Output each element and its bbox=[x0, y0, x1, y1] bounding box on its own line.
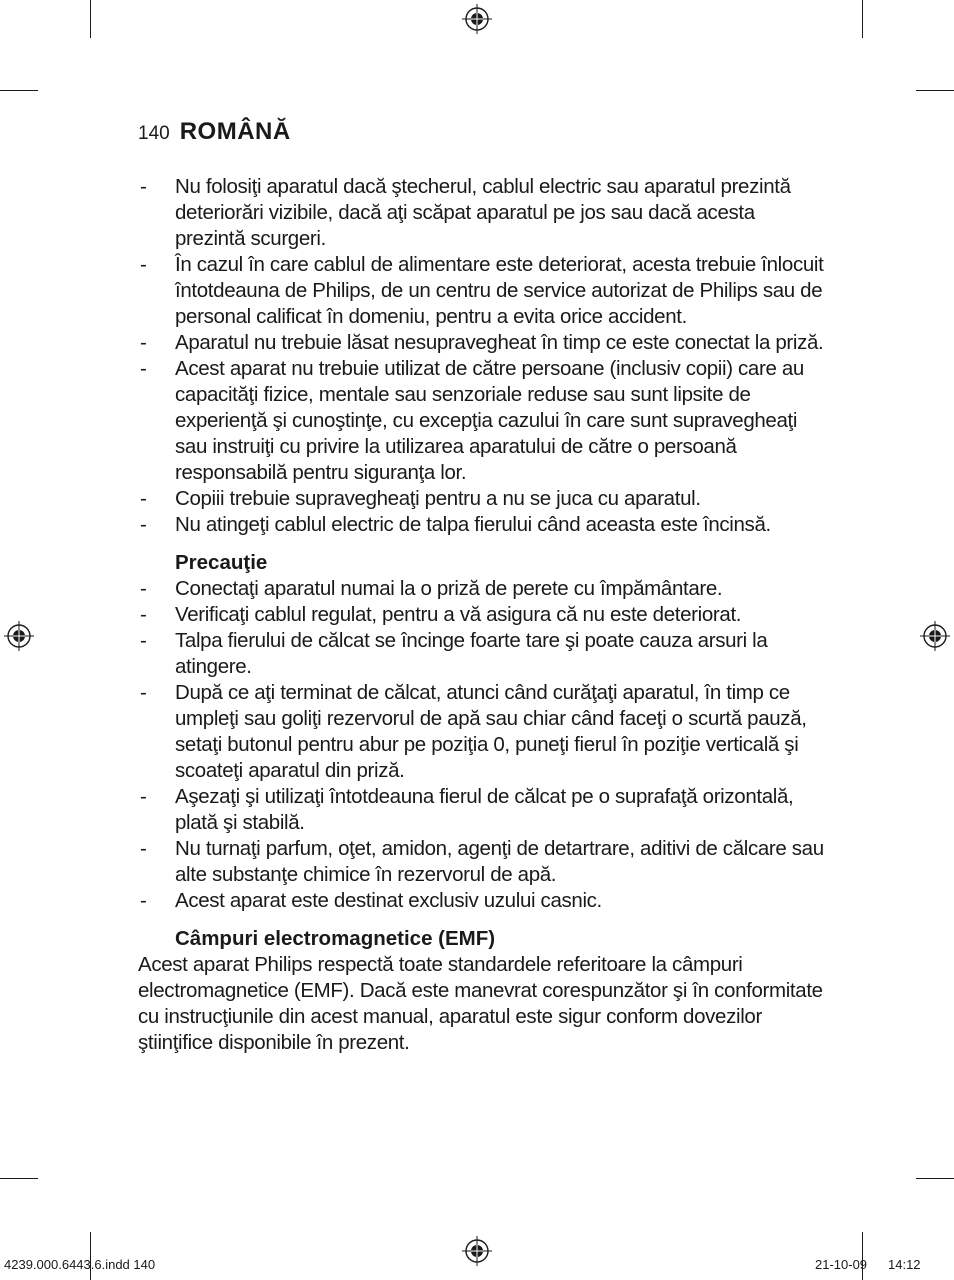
warning-list bbox=[138, 174, 828, 538]
registration-mark-icon bbox=[462, 1236, 492, 1266]
emf-heading: Câmpuri electromagnetice (EMF) bbox=[175, 927, 496, 950]
crop-mark-left-bottom bbox=[0, 1178, 38, 1179]
list-item: - Verificaţi cablul regulat, pentru a vă asigura că nu este deteriorat. bbox=[138, 602, 828, 628]
crop-mark-bottom-right bbox=[862, 1232, 863, 1280]
caution-heading: Precauţie bbox=[175, 551, 268, 574]
crop-mark-right-bottom bbox=[916, 1178, 954, 1179]
registration-mark-icon bbox=[462, 4, 492, 34]
page-header bbox=[138, 118, 828, 146]
crop-mark-right-top bbox=[916, 90, 954, 91]
crop-mark-top-left bbox=[90, 0, 91, 38]
list-item: - Acest aparat nu trebuie utilizat de către persoane (inclusiv copii) care au capacităţi fizice, mentale sau senzoriale reduse sau sunt lipsite de experienţă şi cunoştinţe, cu excepţia cazului în care sunt supravegheaţi sau instruiţi cu privire la utilizarea aparatului de către o persoană responsabilă pentru siguranţa lor. bbox=[138, 356, 828, 486]
list-item: - Conectaţi aparatul numai la o priză de perete cu împământare. bbox=[138, 576, 828, 602]
list-item: - Talpa fierului de călcat se încinge foarte tare şi poate cauza arsuri la atingere. bbox=[138, 628, 828, 680]
list-item: - Acest aparat este destinat exclusiv uzului casnic. bbox=[138, 888, 828, 914]
emf-paragraph: Acest aparat Philips respectă toate standardele referitoare la câmpuri electromagnetice (EMF). Dacă este manevrat corespunzător şi în conformitate cu instrucţiunile din acest manual, aparatul este sigur conform dovezilor ştiinţifice disponibile în prezent. bbox=[138, 953, 823, 1054]
list-item: - După ce aţi terminat de călcat, atunci când curăţaţi aparatul, în timp ce umpleţi sau goliţi rezervorul de apă sau chiar când faceţi o scurtă pauză, setaţi butonul pentru abur pe poziţia 0, puneţi fierul în poziţie verticală şi scoateţi aparatul din priză. bbox=[138, 680, 828, 784]
page-number: 140 bbox=[138, 123, 170, 144]
footer-file-name: 4239.000.6443.6.indd 140 bbox=[4, 1257, 156, 1272]
manual-page bbox=[138, 118, 828, 1056]
crop-mark-left-top bbox=[0, 90, 38, 91]
caution-list bbox=[138, 576, 828, 914]
crop-mark-top-right bbox=[862, 0, 863, 38]
registration-mark-icon bbox=[4, 621, 34, 651]
list-item: - Aşezaţi şi utilizaţi întotdeauna fierul de călcat pe o suprafaţă orizontală, plată şi stabilă. bbox=[138, 784, 828, 836]
crop-mark-bottom-left bbox=[90, 1232, 91, 1280]
registration-mark-icon bbox=[920, 621, 950, 651]
list-item: - În cazul în care cablul de alimentare este deteriorat, acesta trebuie înlocuit întotdeauna de Philips, de un centru de service autorizat de Philips sau de personal calificat în domeniu, pentru a evita orice accident. bbox=[138, 252, 828, 330]
footer-time: 14:12 bbox=[888, 1257, 921, 1272]
list-item: - Aparatul nu trebuie lăsat nesupravegheat în timp ce este conectat la priză. bbox=[138, 330, 828, 356]
list-item: - Nu atingeţi cablul electric de talpa fierului când aceasta este încinsă. bbox=[138, 512, 828, 538]
list-item: - Nu turnaţi parfum, oţet, amidon, agenţi de detartrare, aditivi de călcare sau alte substanţe chimice în rezervorul de apă. bbox=[138, 836, 828, 888]
list-item: - Copiii trebuie supravegheaţi pentru a nu se juca cu aparatul. bbox=[138, 486, 828, 512]
list-item: - Nu folosiţi aparatul dacă ştecherul, cablul electric sau aparatul prezintă deteriorări vizibile, dacă aţi scăpat aparatul pe jos sau dacă acesta prezintă scurgeri. bbox=[138, 174, 828, 252]
language-title: ROMÂNĂ bbox=[179, 118, 291, 145]
footer-date: 21-10-09 bbox=[815, 1257, 868, 1272]
